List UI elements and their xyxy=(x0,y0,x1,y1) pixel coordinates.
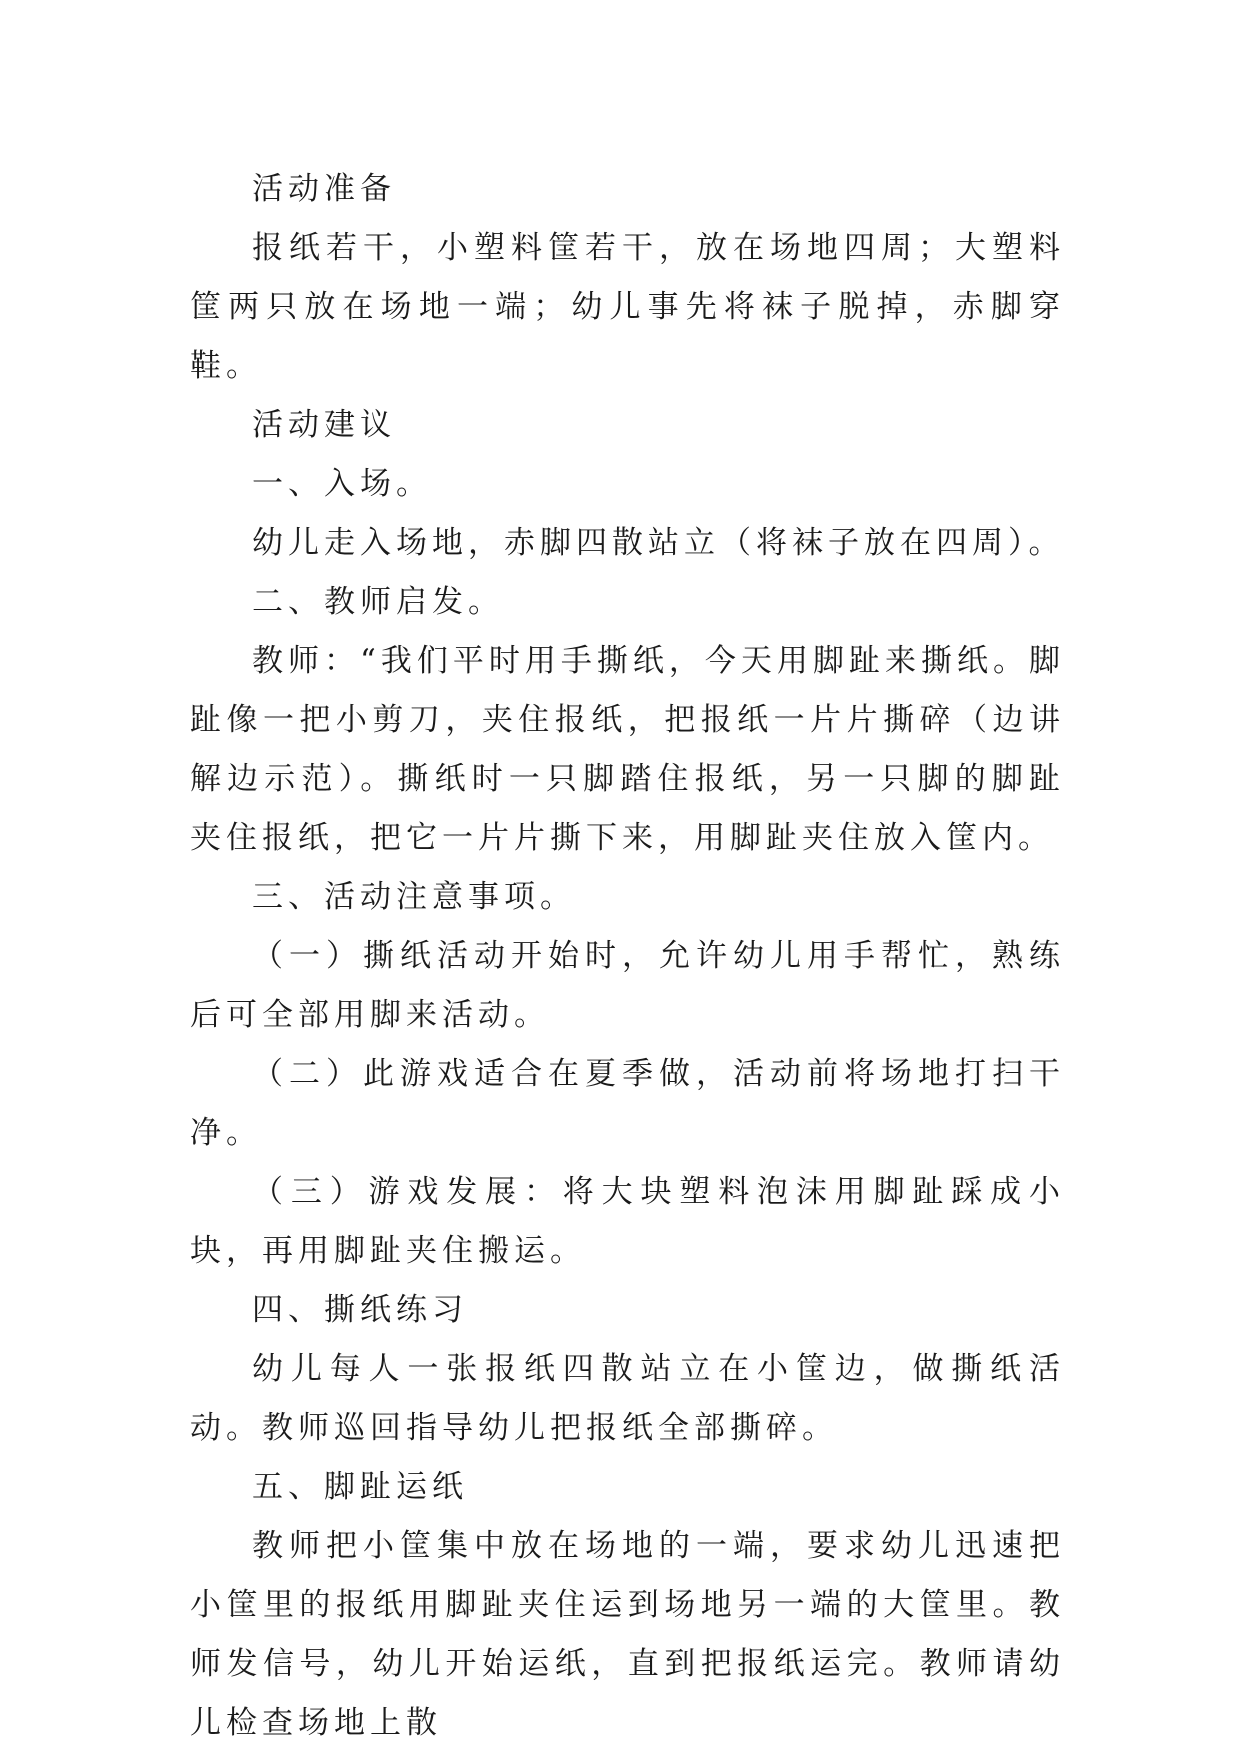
step-heading-teacher-inspiration: 二、教师启发。 xyxy=(252,584,504,620)
toe-transport-paragraph: 教师把小筐集中放在场地的一端，要求幼儿迅速把小筐里的报纸用脚趾夹住运到场地另一端的大筐里。教师发信号，幼儿开始运纸，直到把报纸运完。教师请幼儿检查场地上散 xyxy=(190,1528,1065,1741)
step-heading-toe-transport: 五、脚趾运纸 xyxy=(252,1469,468,1505)
document-body xyxy=(190,160,1065,1753)
precaution-item-3: （三）游戏发展：将大块塑料泡沫用脚趾踩成小块，再用脚趾夹住搬运。 xyxy=(190,1174,1065,1269)
step-heading-entrance: 一、入场。 xyxy=(252,466,432,502)
preparation-paragraph: 报纸若干，小塑料筐若干，放在场地四周；大塑料筐两只放在场地一端；幼儿事先将袜子脱掉，赤脚穿鞋。 xyxy=(190,230,1065,384)
tearing-practice-paragraph: 幼儿每人一张报纸四散站立在小筐边，做撕纸活动。教师巡回指导幼儿把报纸全部撕碎。 xyxy=(190,1351,1065,1446)
precaution-item-1: （一）撕纸活动开始时，允许幼儿用手帮忙，熟练后可全部用脚来活动。 xyxy=(190,938,1065,1033)
step-heading-precautions: 三、活动注意事项。 xyxy=(252,879,576,915)
step-heading-tearing-practice: 四、撕纸练习 xyxy=(252,1292,468,1328)
section-heading-suggestions: 活动建议 xyxy=(252,407,396,443)
precaution-item-2: （二）此游戏适合在夏季做，活动前将场地打扫干净。 xyxy=(190,1056,1065,1151)
teacher-inspiration-paragraph: 教师：“我们平时用手撕纸，今天用脚趾来撕纸。脚趾像一把小剪刀，夹住报纸，把报纸一片片撕碎（边讲解边示范）。撕纸时一只脚踏住报纸，另一只脚的脚趾夹住报纸，把它一片片撕下来，用脚趾夹住放入筐内。 xyxy=(190,643,1065,856)
section-heading-preparation: 活动准备 xyxy=(252,171,396,207)
entrance-paragraph: 幼儿走入场地，赤脚四散站立（将袜子放在四周）。 xyxy=(252,525,1065,561)
